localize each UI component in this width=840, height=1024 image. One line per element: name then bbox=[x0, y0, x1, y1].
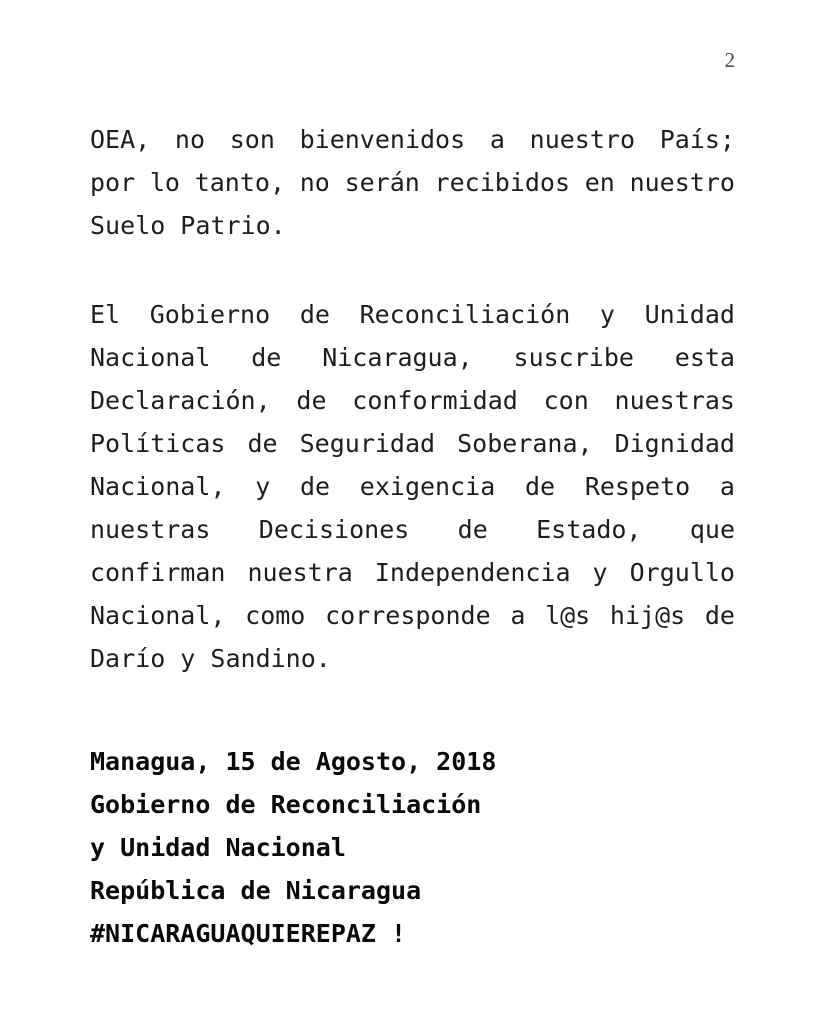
text-line bbox=[90, 336, 735, 379]
paragraph-oea bbox=[90, 118, 735, 247]
word: Nicaragua, bbox=[322, 343, 473, 372]
text-line: Managua, 15 de Agosto, 2018 bbox=[90, 747, 497, 776]
word: y bbox=[592, 558, 608, 587]
text-line: y Unidad Nacional bbox=[90, 833, 346, 862]
word: Respeto bbox=[584, 472, 691, 501]
word: Orgullo bbox=[629, 558, 735, 587]
word: no bbox=[299, 168, 330, 197]
word: nuestra bbox=[247, 558, 353, 587]
text-line: Darío y Sandino. bbox=[90, 644, 331, 673]
word: confirman bbox=[90, 558, 226, 587]
text-line bbox=[90, 594, 735, 637]
text-line bbox=[90, 551, 735, 594]
text-line bbox=[90, 379, 735, 422]
text-line bbox=[90, 161, 735, 204]
word: y bbox=[599, 300, 615, 329]
word: corresponde bbox=[325, 601, 491, 630]
word: de bbox=[524, 472, 556, 501]
word: Dignidad bbox=[614, 429, 735, 458]
word: de bbox=[704, 601, 735, 630]
word: Gobierno bbox=[149, 300, 271, 329]
word: Nacional bbox=[90, 343, 211, 372]
word: de bbox=[299, 300, 330, 329]
word: Decisiones bbox=[258, 515, 410, 544]
text-line: República de Nicaragua bbox=[90, 876, 422, 905]
word: Políticas bbox=[90, 429, 226, 458]
text-line bbox=[90, 118, 735, 161]
word: con bbox=[543, 386, 589, 415]
text-line: Gobierno de Reconciliación bbox=[90, 790, 482, 819]
word: que bbox=[689, 515, 735, 544]
word: a bbox=[719, 472, 735, 501]
word: por bbox=[90, 168, 136, 197]
word: de bbox=[299, 472, 331, 501]
word: tanto, bbox=[194, 168, 286, 197]
word: de bbox=[247, 429, 278, 458]
page-number: 2 bbox=[724, 48, 735, 72]
word: a bbox=[489, 125, 505, 154]
word: Declaración, bbox=[90, 386, 271, 415]
word: no bbox=[174, 125, 206, 154]
word: lo bbox=[149, 168, 180, 197]
text-line bbox=[90, 293, 735, 336]
word: nuestro bbox=[629, 168, 735, 197]
word: Nacional, bbox=[90, 472, 226, 501]
word: de bbox=[251, 343, 282, 372]
text-line: #NICARAGUAQUIEREPAZ ! bbox=[90, 919, 407, 948]
word: en bbox=[584, 168, 615, 197]
word: de bbox=[296, 386, 327, 415]
paragraph-gobierno bbox=[90, 293, 735, 680]
text-line bbox=[90, 465, 735, 508]
word: a bbox=[510, 601, 526, 630]
word: nuestras bbox=[90, 515, 211, 544]
word: Nacional, bbox=[90, 601, 226, 630]
word: OEA, bbox=[90, 125, 151, 154]
word: Seguridad bbox=[299, 429, 436, 458]
word: Reconciliación bbox=[359, 300, 571, 329]
word: l@s bbox=[545, 601, 591, 630]
word: hij@s bbox=[609, 601, 686, 630]
word: serán bbox=[344, 168, 420, 197]
word: suscribe bbox=[513, 343, 634, 372]
signature-block bbox=[90, 740, 735, 955]
word: exigencia bbox=[359, 472, 496, 501]
word: de bbox=[457, 515, 488, 544]
text-line: Suelo Patrio. bbox=[90, 211, 286, 240]
word: País; bbox=[659, 125, 735, 154]
document-content bbox=[90, 118, 735, 955]
word: como bbox=[245, 601, 306, 630]
word: esta bbox=[674, 343, 735, 372]
word: recibidos bbox=[434, 168, 571, 197]
text-line bbox=[90, 422, 735, 465]
text-line bbox=[90, 508, 735, 551]
word: Soberana, bbox=[457, 429, 593, 458]
word: bienvenidos bbox=[299, 125, 466, 154]
word: son bbox=[229, 125, 275, 154]
word: nuestro bbox=[529, 125, 635, 154]
word: Independencia bbox=[374, 558, 571, 587]
word: y bbox=[255, 472, 271, 501]
word: Estado, bbox=[536, 515, 642, 544]
word: conformidad bbox=[352, 386, 518, 415]
word: Unidad bbox=[644, 300, 735, 329]
word: nuestras bbox=[614, 386, 735, 415]
word: El bbox=[90, 300, 121, 329]
